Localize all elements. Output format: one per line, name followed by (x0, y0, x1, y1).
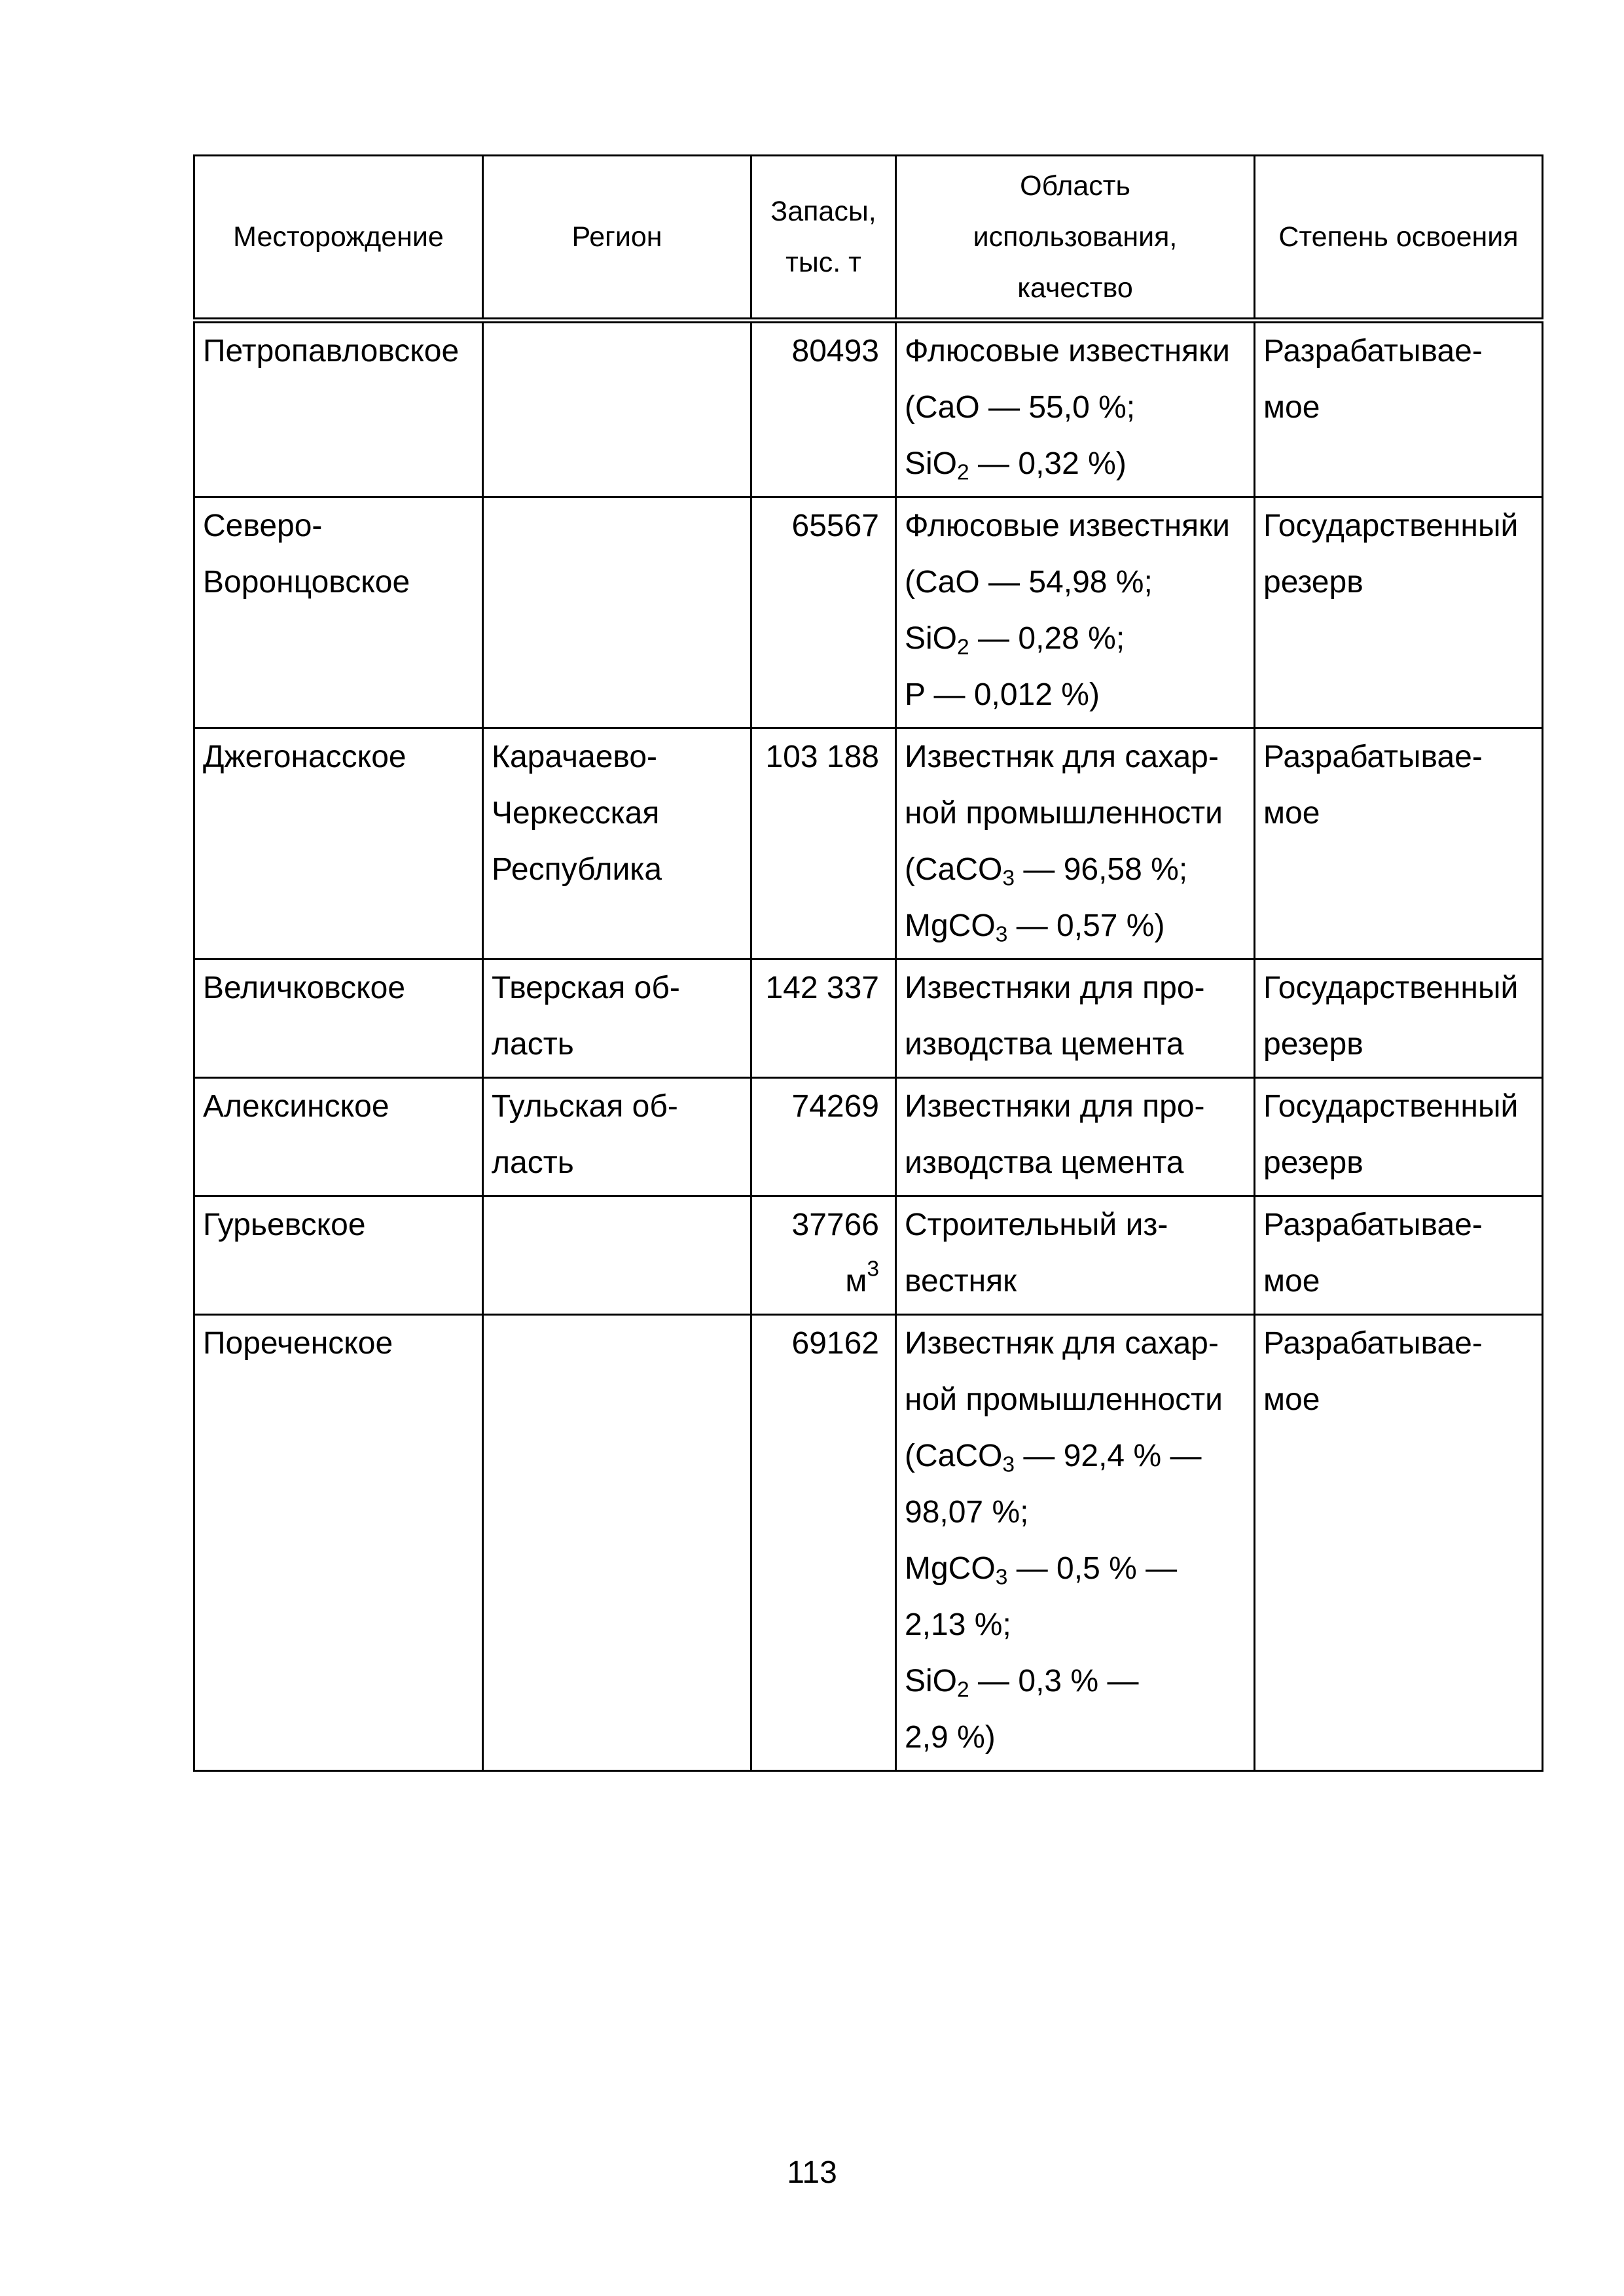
header-reserves: Запасы, тыс. т (751, 156, 896, 321)
cell-reserves (751, 1196, 896, 1315)
cell-text-line: Северо- (203, 509, 323, 543)
cell-text-line: 74269 (791, 1089, 879, 1124)
cell-text-line (905, 323, 1246, 380)
formula-text: SiO (905, 1664, 958, 1698)
cell-deposit (194, 321, 483, 497)
cell-deposit (194, 1315, 483, 1771)
cell-text-line: Разрабатывае- (1263, 334, 1483, 368)
formula-text: Строительный из- (905, 1208, 1168, 1242)
cell-text-line: 80493 (791, 334, 879, 368)
formula-text: — 0,5 % — (1007, 1551, 1178, 1586)
cell-text-line (905, 842, 1246, 898)
formula-text: MgCO (905, 908, 996, 943)
cell-region (483, 497, 751, 728)
cell-text-line: Разрабатывае- (1263, 740, 1483, 774)
cell-text-line: 37766 (791, 1208, 879, 1242)
cell-text-line (905, 611, 1246, 667)
cell-text-line: ласть (492, 1145, 574, 1180)
formula-subscript: 3 (1002, 1452, 1015, 1477)
table-row (194, 1315, 1543, 1771)
formula-text: Известняки для про- (905, 1089, 1205, 1124)
cell-status (1255, 1078, 1543, 1196)
cell-text-line: Республика (492, 852, 662, 887)
cell-text-line (905, 1253, 1246, 1310)
formula-text: 2,13 %; (905, 1607, 1011, 1642)
formula-subscript: 3 (995, 922, 1008, 947)
cell-text-line (905, 498, 1246, 554)
cell-usage (896, 728, 1255, 960)
table-row (194, 728, 1543, 960)
formula-text: MgCO (905, 1551, 996, 1586)
table-body (194, 321, 1543, 1771)
cell-reserves (751, 321, 896, 497)
page-number: 113 (787, 2155, 837, 2190)
cell-text-line (905, 1197, 1246, 1253)
formula-text: — 0,32 %) (969, 446, 1127, 481)
table-row (194, 1196, 1543, 1315)
cell-text-line (905, 667, 1246, 723)
formula-subscript: 2 (957, 635, 969, 660)
cell-text-line (905, 1016, 1246, 1073)
cell-status (1255, 728, 1543, 960)
formula-text: изводства цемента (905, 1145, 1184, 1180)
cell-text-line (905, 380, 1246, 436)
cell-text-line: Разрабатывае- (1263, 1208, 1483, 1242)
cell-region (483, 1078, 751, 1196)
cell-text-line (905, 436, 1246, 492)
cell-reserves (751, 1078, 896, 1196)
cell-deposit (194, 728, 483, 960)
cell-usage (896, 1315, 1255, 1771)
cell-text-line: Государственный (1263, 509, 1519, 543)
cell-text-line: Воронцовское (203, 565, 410, 600)
formula-text: ной промышленности (905, 796, 1223, 831)
cell-text-line (905, 898, 1246, 954)
header-region: Регион (483, 156, 751, 321)
header-status: Степень освоения (1255, 156, 1543, 321)
header-deposit: Месторождение (194, 156, 483, 321)
cell-usage (896, 960, 1255, 1078)
formula-text: Флюсовые известняки (905, 509, 1230, 543)
cell-text-line: мое (1263, 390, 1320, 425)
cell-status (1255, 497, 1543, 728)
cell-region (483, 1315, 751, 1771)
cell-text-line: Пореченское (203, 1326, 393, 1361)
cell-text-line: 69162 (791, 1326, 879, 1361)
cell-text-line: Черкесская (492, 796, 660, 831)
cell-text-line (905, 960, 1246, 1016)
table-row (194, 497, 1543, 728)
cell-text-line: Государственный (1263, 971, 1519, 1005)
cell-deposit (194, 497, 483, 728)
cell-text-line (905, 785, 1246, 842)
cell-text-line (905, 1135, 1246, 1191)
cell-text-line: Карачаево- (492, 740, 658, 774)
cell-reserves (751, 1315, 896, 1771)
cell-text-line: 103 188 (765, 740, 879, 774)
formula-text: (CaO — 54,98 %; (905, 565, 1153, 600)
cell-text-line: резерв (1263, 1027, 1363, 1062)
cell-text-line: Величковское (203, 971, 406, 1005)
deposits-table (193, 154, 1543, 1772)
cell-usage (896, 321, 1255, 497)
cell-text-line: ласть (492, 1027, 574, 1062)
cell-status (1255, 1196, 1543, 1315)
cell-deposit (194, 960, 483, 1078)
cell-region (483, 321, 751, 497)
header-usage: Область использования, качество (896, 156, 1255, 321)
cell-text-line: Гурьевское (203, 1208, 366, 1242)
cell-region (483, 960, 751, 1078)
cell-text-line (905, 1710, 1246, 1766)
cell-usage (896, 1196, 1255, 1315)
formula-text: 98,07 %; (905, 1495, 1029, 1530)
cell-text-line (905, 1484, 1246, 1541)
cell-text-line: мое (1263, 796, 1320, 831)
cell-text-line (905, 1597, 1246, 1653)
formula-subscript: 2 (957, 460, 969, 485)
formula-text: Известняки для про- (905, 971, 1205, 1005)
cell-text-line: мое (1263, 1382, 1320, 1417)
formula-text: — 0,28 %; (969, 621, 1125, 656)
formula-text: (CaO — 55,0 %; (905, 390, 1136, 425)
cell-text-line: 65567 (791, 509, 879, 543)
formula-text: ной промышленности (905, 1382, 1223, 1417)
cell-text-line (905, 1372, 1246, 1428)
cell-reserves (751, 960, 896, 1078)
table-row (194, 321, 1543, 497)
cell-text-line: резерв (1263, 1145, 1363, 1180)
cell-text-line (905, 729, 1246, 785)
formula-subscript: 3 (1002, 866, 1015, 891)
cell-text-line (905, 1428, 1246, 1484)
cell-text-line (905, 1541, 1246, 1597)
cell-text-line (905, 1653, 1246, 1710)
formula-text: Известняк для сахар- (905, 1326, 1219, 1361)
cell-text-line: Алексинское (203, 1089, 389, 1124)
formula-text: Флюсовые известняки (905, 334, 1230, 368)
unit-text: м (845, 1264, 867, 1299)
formula-text: SiO (905, 446, 958, 481)
cell-text-line: Государственный (1263, 1089, 1519, 1124)
table-row (194, 1078, 1543, 1196)
formula-text: (CaCO (905, 852, 1003, 887)
cell-region (483, 1196, 751, 1315)
formula-text: P — 0,012 %) (905, 677, 1100, 712)
formula-text: — 0,3 % — (969, 1664, 1139, 1698)
cell-status (1255, 321, 1543, 497)
table-header-row (194, 156, 1543, 321)
cell-text-line: Джегонасское (203, 740, 406, 774)
formula-subscript: 2 (957, 1677, 969, 1702)
cell-region (483, 728, 751, 960)
formula-text: Известняк для сахар- (905, 740, 1219, 774)
cell-deposit (194, 1078, 483, 1196)
formula-subscript: 3 (995, 1565, 1008, 1590)
unit-exponent: 3 (867, 1257, 879, 1282)
cell-status (1255, 960, 1543, 1078)
cell-deposit (194, 1196, 483, 1315)
formula-text: — 0,57 %) (1007, 908, 1165, 943)
cell-text-line (905, 1316, 1246, 1372)
formula-text: — 92,4 % — (1015, 1439, 1202, 1473)
formula-text: вестняк (905, 1264, 1017, 1299)
formula-text: 2,9 %) (905, 1720, 996, 1755)
cell-reserves (751, 728, 896, 960)
cell-reserves (751, 497, 896, 728)
table-row (194, 960, 1543, 1078)
cell-usage (896, 497, 1255, 728)
cell-text-line: Разрабатывае- (1263, 1326, 1483, 1361)
cell-usage (896, 1078, 1255, 1196)
cell-text-line: Тульская об- (492, 1089, 678, 1124)
cell-status (1255, 1315, 1543, 1771)
cell-text-line: резерв (1263, 565, 1363, 600)
formula-text: изводства цемента (905, 1027, 1184, 1062)
cell-text-line: Тверская об- (492, 971, 680, 1005)
cell-text-line: 142 337 (765, 971, 879, 1005)
formula-text: SiO (905, 621, 958, 656)
formula-text: (CaCO (905, 1439, 1003, 1473)
cell-text-line (905, 1079, 1246, 1135)
formula-text: — 96,58 %; (1015, 852, 1188, 887)
cell-text-line (905, 554, 1246, 611)
cell-unit-line (760, 1253, 879, 1310)
cell-text-line: мое (1263, 1264, 1320, 1299)
cell-text-line: Петропавловское (203, 334, 460, 368)
